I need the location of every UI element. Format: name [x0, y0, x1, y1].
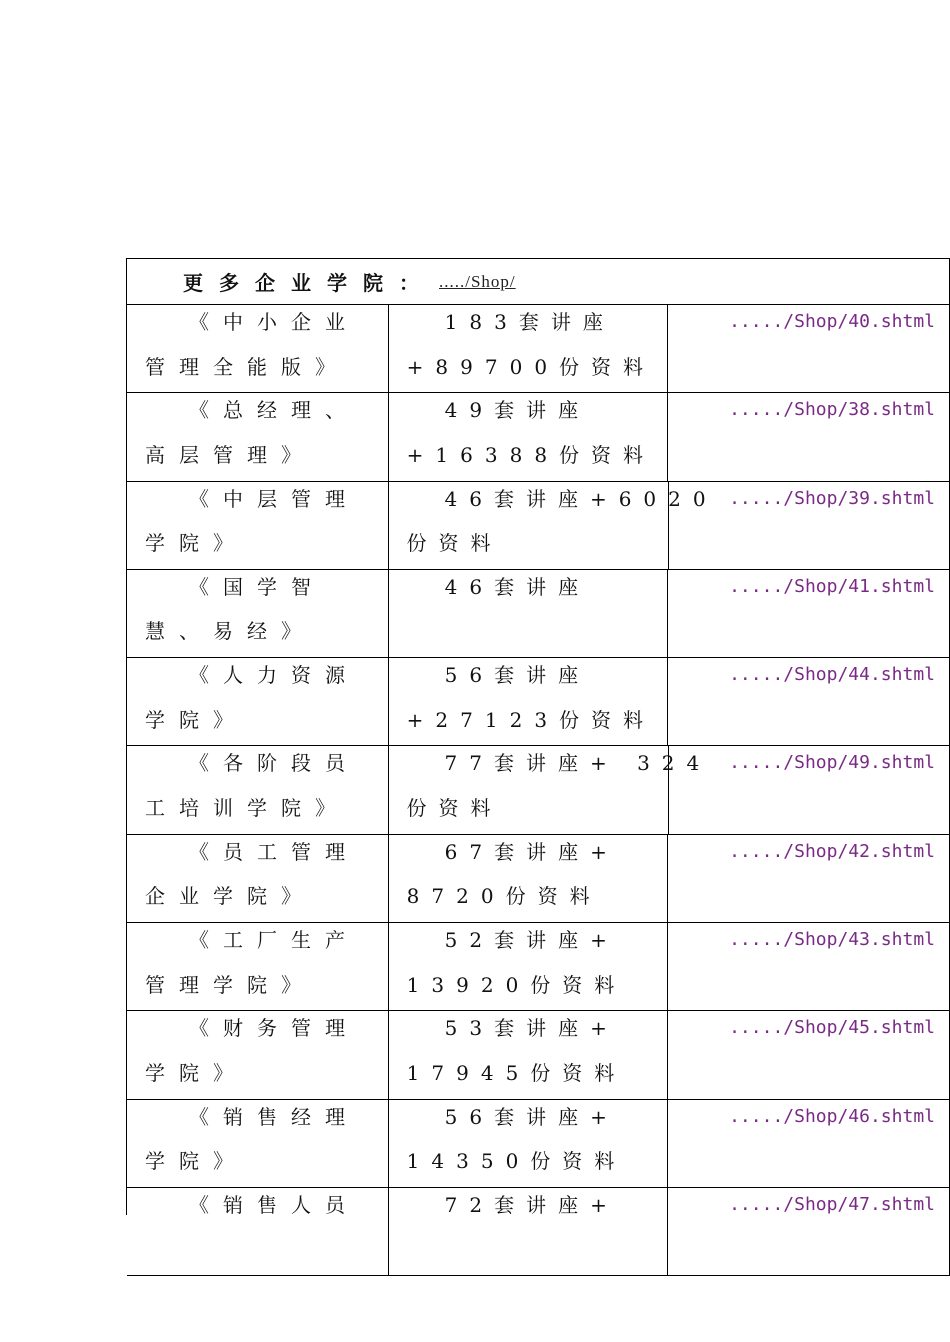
course-link-cell — [668, 835, 950, 922]
course-detail-line: 72套讲座+ — [444, 1192, 619, 1217]
course-detail-line — [389, 1232, 668, 1277]
course-name-line: 学院》 — [145, 531, 247, 556]
course-link-cell — [668, 658, 950, 745]
course-link-cell — [669, 482, 950, 569]
course-name-line: 《财务管理 — [189, 1016, 359, 1041]
course-link-cell — [668, 1011, 950, 1098]
course-detail-line: 183套讲座 — [444, 310, 615, 334]
course-link[interactable]: ...../Shop/47.shtml — [729, 1193, 935, 1215]
course-name-cell — [127, 835, 389, 922]
header-shop-link[interactable]: ...../Shop/ — [439, 271, 516, 291]
course-link[interactable]: ...../Shop/40.shtml — [729, 311, 935, 332]
course-name-cell — [127, 305, 389, 392]
course-detail-line: 49套讲座 — [444, 398, 591, 423]
course-name-cell — [127, 482, 389, 569]
course-link-cell — [668, 923, 950, 1010]
course-detail-line: 77套讲座+ 324 — [444, 751, 712, 776]
course-detail-line: +27123份资料 — [406, 707, 656, 732]
course-name-line: 《国学智 — [189, 574, 325, 599]
course-name-line: 《中小企业 — [189, 310, 359, 334]
table-row — [127, 570, 950, 658]
table-row — [127, 1100, 950, 1188]
course-name-line: 《销售人员 — [189, 1192, 359, 1217]
table-row — [127, 393, 950, 481]
course-detail-line — [389, 614, 668, 659]
course-name-cell — [127, 923, 389, 1010]
course-name-line: 《总经理、 — [189, 398, 359, 423]
course-name-line: 慧、易经》 — [145, 619, 315, 644]
table-header — [127, 259, 950, 305]
course-detail-line: 14350份资料 — [406, 1149, 627, 1174]
course-detail-cell — [389, 305, 669, 392]
academy-table — [126, 258, 950, 1215]
course-name-cell — [127, 746, 389, 833]
course-link-cell — [668, 305, 950, 392]
course-name-line: 学院》 — [145, 1060, 247, 1085]
course-detail-cell — [389, 923, 669, 1010]
course-detail-line: 13920份资料 — [406, 972, 627, 997]
course-detail-line: 56套讲座+ — [444, 1104, 619, 1129]
course-name-line: 《员工管理 — [189, 839, 359, 864]
course-name-cell — [127, 1100, 389, 1187]
table-row — [127, 305, 950, 393]
course-link[interactable]: ...../Shop/42.shtml — [729, 840, 935, 862]
course-name-line: 高层管理》 — [145, 442, 315, 467]
course-detail-line: +16388份资料 — [406, 442, 656, 467]
course-link[interactable]: ...../Shop/39.shtml — [729, 487, 935, 509]
course-link-cell — [668, 1188, 950, 1275]
course-link-cell — [668, 393, 950, 480]
course-name-cell — [127, 1188, 389, 1275]
table-body — [127, 305, 950, 1276]
course-name-cell — [127, 570, 389, 657]
course-detail-line: 份资料 — [406, 795, 503, 820]
course-detail-line: 53套讲座+ — [444, 1016, 619, 1041]
course-detail-line: 46套讲座 — [444, 574, 591, 599]
course-name-cell — [127, 658, 389, 745]
table-row — [127, 482, 950, 570]
course-detail-cell — [389, 570, 669, 657]
course-link[interactable]: ...../Shop/45.shtml — [729, 1017, 935, 1039]
course-detail-line: 份资料 — [406, 531, 503, 556]
course-detail-cell — [389, 835, 669, 922]
course-name-line: 工培训学院》 — [145, 795, 349, 820]
course-name-line: 管理全能版》 — [145, 354, 349, 379]
course-name-line: 管理学院》 — [145, 972, 315, 997]
course-name-line: 《中层管理 — [189, 486, 359, 511]
course-detail-cell — [389, 1011, 669, 1098]
table-row — [127, 1188, 950, 1276]
course-detail-cell — [389, 482, 718, 569]
course-detail-line: 52套讲座+ — [444, 928, 619, 953]
course-name-line: 《各阶段员 — [189, 751, 359, 776]
course-link[interactable]: ...../Shop/46.shtml — [729, 1105, 935, 1127]
course-name-line: 《销售经理 — [189, 1104, 359, 1129]
course-link[interactable]: ...../Shop/49.shtml — [729, 752, 935, 774]
table-row — [127, 835, 950, 923]
course-name-line: 《工厂生产 — [189, 928, 359, 953]
course-link[interactable]: ...../Shop/44.shtml — [729, 664, 935, 686]
course-detail-cell — [389, 658, 669, 745]
course-name-line: 学院》 — [145, 707, 247, 732]
course-link-cell — [669, 746, 950, 833]
course-detail-cell — [389, 393, 669, 480]
course-detail-line: 67套讲座+ — [444, 839, 619, 864]
course-name-line: 《人力资源 — [189, 663, 359, 688]
course-link-cell — [668, 1100, 950, 1187]
header-title: 更多企业学院： — [183, 271, 435, 295]
table-row — [127, 746, 950, 834]
course-name-line: 学院》 — [145, 1149, 247, 1174]
course-detail-cell — [389, 1100, 669, 1187]
table-row — [127, 658, 950, 746]
course-name-line: 企业学院》 — [145, 884, 315, 909]
course-name-cell — [127, 393, 389, 480]
course-link[interactable]: ...../Shop/38.shtml — [729, 399, 935, 421]
course-detail-line: +89700份资料 — [406, 354, 656, 379]
course-detail-line: 46套讲座+6020 — [444, 486, 718, 511]
course-link[interactable]: ...../Shop/43.shtml — [729, 929, 935, 951]
course-detail-line: 56套讲座 — [444, 663, 591, 688]
course-name-line — [127, 1232, 388, 1277]
course-detail-cell — [389, 1188, 669, 1275]
table-row — [127, 1011, 950, 1099]
course-detail-line: 17945份资料 — [406, 1060, 627, 1085]
table-row — [127, 923, 950, 1011]
course-detail-cell — [389, 746, 712, 833]
course-link-cell — [668, 570, 950, 657]
course-link[interactable]: ...../Shop/41.shtml — [729, 575, 935, 597]
course-name-cell — [127, 1011, 389, 1098]
course-detail-line: 8720份资料 — [406, 884, 602, 909]
